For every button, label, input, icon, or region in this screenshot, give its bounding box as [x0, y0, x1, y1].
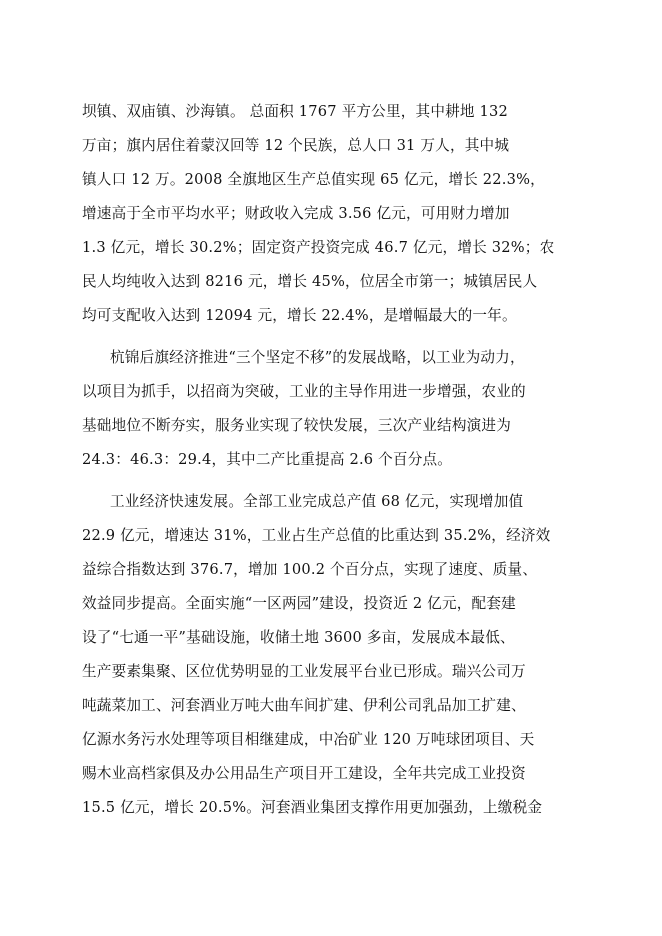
text-line: 22.9 亿元，增速达 31%，工业占生产总值的比重达到 35.2%，经济效	[82, 527, 551, 544]
text-line: 基础地位不断夯实，服务业实现了较快发展，三次产业结构演进为	[82, 417, 512, 434]
text-line: 坝镇、双庙镇、沙海镇。 总面积 1767 平方公里，其中耕地 132	[82, 103, 509, 120]
text-line: 增速高于全市平均水平；财政收入完成 3.56 亿元，可用财力增加	[82, 205, 510, 222]
paragraph-start-line: 工业经济快速发展。全部工业完成总产值 68 亿元，实现增加值	[110, 493, 524, 510]
text-line: 镇人口 12 万。2008 全旗地区生产总值实现 65 亿元，增长 22.3%，	[82, 171, 545, 188]
text-line: 效益同步提高。全面实施“一区两园”建设，投资近 2 亿元，配套建	[82, 595, 516, 612]
text-line: 吨蔬菜加工、河套酒业万吨大曲车间扩建、伊利公司乳品加工扩建、	[82, 697, 526, 714]
text-line: 亿源水务污水处理等项目相继建成，中冶矿业 120 万吨球团项目、天	[82, 731, 535, 748]
text-line: 均可支配收入达到 12094 元，增长 22.4%，是增幅最大的一年。	[82, 307, 517, 324]
paragraph-start-line: 杭锦后旗经济推进“三个坚定不移”的发展战略，以工业为动力，	[110, 349, 525, 366]
text-line: 24.3：46.3：29.4，其中二产比重提高 2.6 个百分点。	[82, 451, 453, 468]
text-line: 赐木业高档家俱及办公用品生产项目开工建设，全年共完成工业投资	[82, 765, 526, 782]
text-line: 万亩；旗内居住着蒙汉回等 12 个民族，总人口 31 万人，其中城	[82, 137, 510, 154]
text-line: 民人均纯收入达到 8216 元，增长 45%，位居全市第一；城镇居民人	[82, 273, 538, 290]
text-line: 以项目为抓手，以招商为突破，工业的主导作用进一步增强，农业的	[82, 383, 526, 400]
text-line: 1.3 亿元，增长 30.2%；固定资产投资完成 46.7 亿元，增长 32%；农	[82, 239, 555, 256]
text-line: 益综合指数达到 376.7，增加 100.2 个百分点，实现了速度、质量、	[82, 561, 538, 578]
text-line: 设了“七通一平”基础设施，收储土地 3600 多亩，发展成本最低、	[82, 629, 515, 646]
text-line: 15.5 亿元，增长 20.5%。河套酒业集团支撑作用更加强劲，上缴税金	[82, 799, 543, 816]
text-line: 生产要素集聚、区位优势明显的工业发展平台业已形成。瑞兴公司万	[82, 663, 526, 680]
